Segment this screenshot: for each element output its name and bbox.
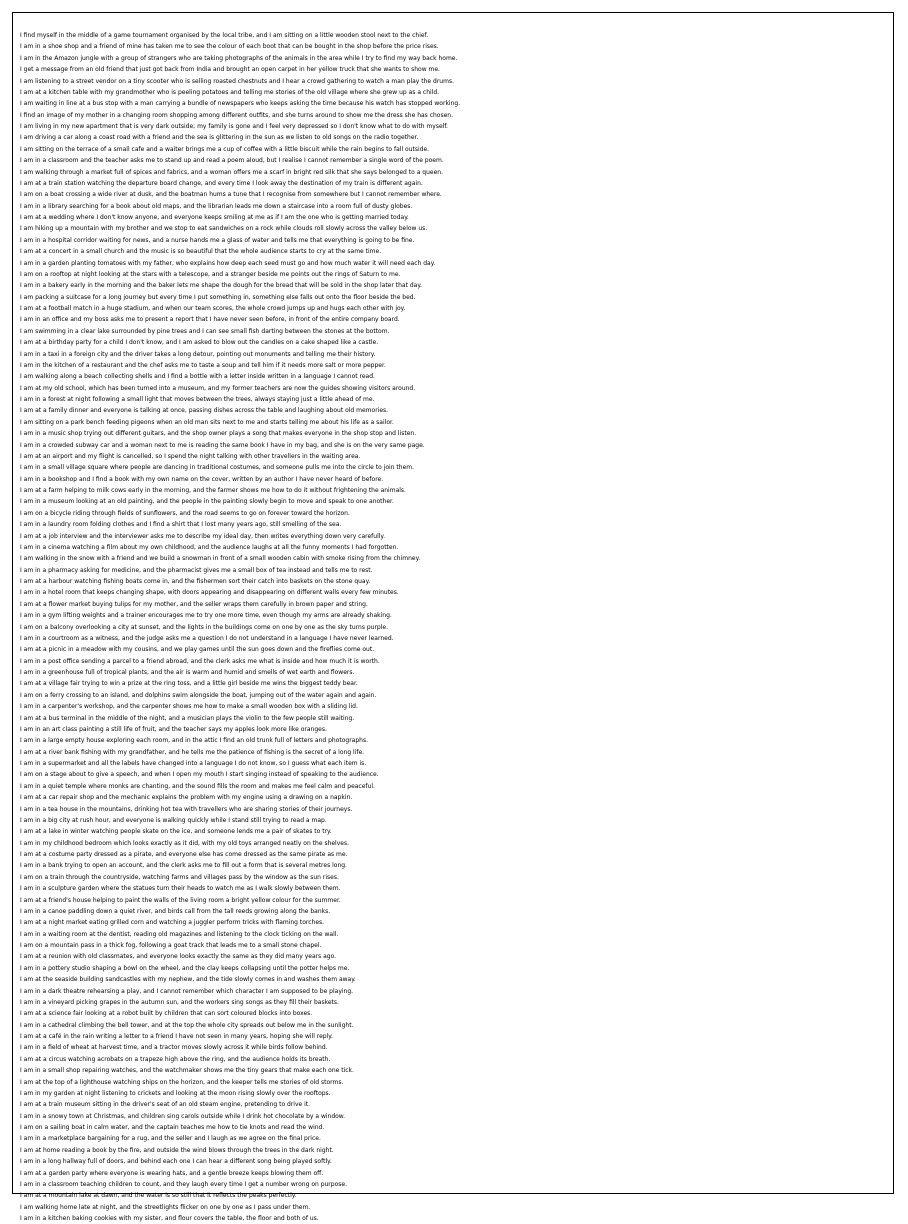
text-line: I am in a carpenter's workshop, and the carpenter shows me how to make a small wooden box with a sliding lid. [20, 703, 358, 711]
text-line: I am at a farm helping to milk cows early in the morning, and the farmer shows me how to do it without frightening the animals. [20, 487, 406, 494]
text-line: I am in a sculpture garden where the statues turn their heads to watch me as I walk slowly between them. [20, 885, 341, 893]
text-line: I am at a train station watching the departure board change, and every time I look away the destination of my train is different again. [20, 179, 423, 187]
text-line: I am sitting on the terrace of a small cafe and a waiter brings me a cup of coffee with a little biscuit while the rain begins to fall outside. [20, 145, 430, 153]
text-line: I am swimming in a clear lake surrounded by pine trees and I can see small fish darting between the stones at the bottom. [20, 327, 390, 335]
text-line: I am on a stage about to give a speech, and when I open my mouth I start singing instead of speaking to the audience. [20, 771, 379, 779]
text-line: I am at a wedding where I don't know anyone, and everyone keeps smiling at me as if I am the one who is getting married today. [20, 214, 409, 221]
text-line: I am at a night market eating grilled corn and watching a juggler perform tricks with flaming torches. [20, 919, 325, 927]
text-line: I am in a hospital corridor waiting for news, and a nurse hands me a glass of water and tells me that everything is going to be fine. [20, 236, 415, 244]
text-line: I am in a courtroom as a witness, and the judge asks me a question I do not understand in a language I have never learned. [20, 634, 394, 642]
text-line: I am at my old school, which has been turned into a museum, and my former teachers are now the guides showing visitors around. [20, 384, 416, 392]
text-line: I am on a mountain pass in a thick fog, following a goat track that leads me to a small stone chapel. [20, 942, 322, 949]
text-line: I am in an office and my boss asks me to present a report that I have never seen before, in front of the entire company board. [20, 316, 400, 324]
text-line: I am packing a suitcase for a long journey but every time I put something in, something else falls out onto the floor beside the bed. [20, 293, 416, 301]
text-line: I am sitting on a park bench feeding pigeons when an old man sits next to me and starts telling me about his life as a sailor. [20, 418, 394, 426]
text-line: I am in a canoe paddling down a quiet river, and birds call from the tall reeds growing along the banks. [20, 907, 331, 915]
text-line: I am at a science fair looking at a robot built by children that can sort coloured blocks into boxes. [20, 1010, 313, 1018]
text-line: I am in a classroom and the teacher asks me to stand up and read a poem aloud, but I realise I cannot remember a single word of the poem. [20, 157, 444, 165]
text-line: I am in a crowded subway car and a woman next to me is reading the same book I have in my bag, and she is on the very same page. [20, 441, 425, 449]
text-line: I am at a football match in a huge stadium, and when our team scores, the whole crowd jumps up and hugs each other with joy. [20, 305, 406, 312]
text-line: I am in a snowy town at Christmas, and children sing carols outside while I drink hot chocolate by a window. [20, 1112, 346, 1120]
text-line: I am hiking up a mountain with my brother and we stop to eat sandwiches on a rock while clouds roll slowly across the valley below us. [20, 225, 428, 233]
text-line: I am at a picnic in a meadow with my cousins, and we play games until the sun goes down and the fireflies come out. [20, 646, 375, 654]
text-line: I am in a vineyard picking grapes in the autumn sun, and the workers sing songs as they fill their baskets. [20, 998, 339, 1006]
text-line: I am driving a car along a coast road with a friend and the sea is glittering in the sun as we listen to old songs on the radio together. [20, 134, 419, 142]
text-line: I am walking along a beach collecting shells and I find a bottle with a letter inside written in a language I cannot read. [20, 373, 375, 381]
text-line: I am in a tea house in the mountains, drinking hot tea with travellers who are sharing stories of their journeys. [20, 805, 353, 813]
text-line: I am in my garden at night listening to crickets and looking at the moon rising slowly over the rooftops. [20, 1089, 331, 1097]
text-line: I am on a ferry crossing to an island, and dolphins swim alongside the boat, jumping out of the water again and again. [20, 691, 377, 699]
text-line: I am walking home late at night, and the streetlights flicker on one by one as I pass under them. [20, 1203, 311, 1211]
text-line: I am in a library searching for a book about old maps, and the librarian leads me down a staircase into a room full of dusty globes. [20, 202, 413, 210]
text-line: I am on a rooftop at night looking at the stars with a telescope, and a stranger beside me points out the rings of Saturn to me. [20, 270, 401, 278]
text-line: I am on a boat crossing a wide river at dusk, and the boatman hums a tune that I recognise from somewhere but I cannot remember where. [20, 191, 442, 199]
text-line: I am in a hotel room that keeps changing shape, with doors appearing and disappearing on different walls every few minutes. [20, 589, 399, 597]
text-line: I am in a pottery studio shaping a bowl on the wheel, and the clay keeps collapsing until the potter helps me. [20, 964, 350, 972]
text-line: I am on a sailing boat in calm water, and the captain teaches me how to tie knots and read the wind. [20, 1124, 325, 1131]
text-line: I am at a birthday party for a child I don't know, and I am asked to blow out the candles on a cake shaped like a castle. [20, 339, 379, 347]
text-line: I am in a music shop trying out different guitars, and the shop owner plays a song that makes everyone in the shop stop and listen. [20, 430, 417, 438]
text-line: I am at a reunion with old classmates, and everyone looks exactly the same as they did many years ago. [20, 953, 337, 961]
text-line: I am walking through a market full of spices and fabrics, and a woman offers me a scarf in bright red silk that she says belonged to a queen. [20, 168, 443, 176]
text-line: I am in a post office sending a parcel to a friend abroad, and the clerk asks me what is inside and how much it is worth. [20, 657, 380, 665]
text-line: I am in a greenhouse full of tropical plants, and the air is warm and humid and smells of wet earth and flowers. [20, 669, 355, 676]
text-line: I am at a bus terminal in the middle of the night, and a musician plays the violin to the few people still waiting. [20, 714, 355, 722]
text-line: I am on a balcony overlooking a city at sunset, and the lights in the buildings come on one by one as the sky turns purple. [20, 623, 389, 631]
text-line: I get a message from an old friend that just got back from India and brought an open carpet in her yellow truck that she wants to show me. [20, 66, 440, 74]
text-line: I am in my childhood bedroom which looks exactly as it did, with my old toys arranged neatly on the shelves. [20, 839, 350, 847]
text-line: I am at home reading a book by the fire, and outside the wind blows through the trees in the dark night. [20, 1146, 334, 1154]
text-line: I am in the kitchen of a restaurant and the chef asks me to taste a soup and tell him if it needs more salt or more pepper. [20, 361, 386, 369]
text-line: I am listening to a street vendor on a tiny scooter who is selling roasted chestnuts and I hear a crowd gathering to watch a man play the drums. [20, 77, 454, 85]
text-line: I am in a bakery early in the morning and the baker lets me shape the dough for the bread that will be sold in the shop later that day. [20, 282, 422, 290]
text-line: I find an image of my mother in a changing room shopping among different outfits, and she turns around to show me the dress she has chosen. [20, 111, 454, 119]
text-line: I am in the Amazon jungle with a group of strangers who are taking photographs of the animals in the area while I try to find my way back home. [20, 54, 458, 62]
text-line: I am in a small shop repairing watches, and the watchmaker shows me the tiny gears that make each one tick. [20, 1067, 354, 1075]
text-line: I am in a laundry room folding clothes and I find a shirt that I lost many years ago, still smelling of the sea. [20, 521, 342, 529]
text-line: I am in a bank trying to open an account, and the clerk asks me to fill out a form that is several metres long. [20, 862, 347, 870]
text-line: I am in a garden planting tomatoes with my father, who explains how deep each seed must go and how much water it will need each day. [20, 259, 436, 267]
text-line: I am at a café in the rain writing a letter to a friend I have not seen in many years, hoping she will reply. [20, 1033, 333, 1040]
text-line: I am at a river bank fishing with my grandfather, and he tells me the patience of fishing is the secret of a long life. [20, 748, 365, 756]
text-line: I am at a garden party where everyone is wearing hats, and a gentle breeze keeps blowing them off. [20, 1169, 324, 1177]
text-line: I am living in my new apartment that is very dark outside; my family is gone and I feel very depressed so I don't know what to do with myself. [20, 123, 448, 130]
text-line: I am at a kitchen table with my grandmother who is peeling potatoes and telling me stories of the old village where she grew up as a child. [20, 88, 440, 96]
text-line: I am in a gym lifting weights and a trainer encourages me to try one more time, even though my arms are already shaking. [20, 612, 392, 620]
text-line: I am in a taxi in a foreign city and the driver takes a long detour, pointing out monuments and telling me their history. [20, 350, 376, 358]
text-line: I am at a friend's house helping to paint the walls of the living room a bright yellow colour for the summer. [20, 896, 341, 904]
text-line: I am at a job interview and the interviewer asks me to describe my ideal day, then writes everything down very carefully. [20, 532, 386, 540]
text-line: I am in a field of wheat at harvest time, and a tractor moves slowly across it while birds follow behind. [20, 1044, 328, 1052]
text-line: I am on a bicycle riding through fields of sunflowers, and the road seems to go on forever toward the horizon. [20, 509, 350, 517]
text-line: I am in a kitchen baking cookies with my sister, and flour covers the table, the floor and both of us. [20, 1215, 319, 1222]
text-line: I am at a car repair shop and the mechanic explains the problem with my engine using a drawing on a napkin. [20, 794, 353, 802]
text-line: I am in a classroom teaching children to count, and they laugh every time I get a number wrong on purpose. [20, 1180, 347, 1188]
text-line: I am at a costume party dressed as a pirate, and everyone else has come dressed as the same pirate as me. [20, 851, 348, 858]
text-line: I am in a cinema watching a film about my own childhood, and the audience laughs at all the funny moments I had forgotten. [20, 543, 399, 551]
text-line: I am in a marketplace bargaining for a rug, and the seller and I laugh as we agree on the final price. [20, 1135, 321, 1143]
text-line: I am in a forest at night following a small light that moves between the trees, always staying just a little ahead of me. [20, 396, 375, 403]
text-line: I am in an art class painting a still life of fruit, and the teacher says my apples look more like oranges. [20, 725, 327, 733]
text-line: I am at the seaside building sandcastles with my nephew, and the tide slowly comes in and washes them away. [20, 976, 356, 984]
text-line: I am in a small village square where people are dancing in traditional costumes, and someone pulls me into the circle to join them. [20, 464, 415, 472]
text-line: I am at a circus watching acrobats on a trapeze high above the ring, and the audience holds its breath. [20, 1055, 331, 1063]
text-line: I am at a family dinner and everyone is talking at once, passing dishes across the table and laughing about old memories. [20, 407, 389, 415]
text-line: I am at a flower market buying tulips for my mother, and the seller wraps them carefully in brown paper and string. [20, 600, 368, 608]
text-line: I am in a museum looking at an old painting, and the people in the painting slowly begin to move and speak to one another. [20, 498, 394, 506]
text-line: I am in a bookshop and I find a book with my own name on the cover, written by an author I have never heard of before. [20, 475, 384, 483]
text-line: I am at a village fair trying to win a prize at the ring toss, and a little girl beside me wins the biggest teddy bear. [20, 680, 358, 688]
text-line: I am in a pharmacy asking for medicine, and the pharmacist gives me a small box of tea instead and tells me to rest. [20, 566, 373, 574]
text-line: I am waiting in line at a bus stop with a man carrying a bundle of newspapers who keeps asking the time because his watch has stopped working. [20, 100, 461, 108]
text-line: I am in a dark theatre rehearsing a play, and I cannot remember which character I am supposed to be playing. [20, 987, 354, 995]
text-line: I am in a big city at rush hour, and everyone is walking quickly while I stand still trying to read a map. [20, 816, 327, 824]
text-line: I am in a shoe shop and a friend of mine has taken me to see the colour of each boot that can be bought in the shop before the price rises. [20, 43, 439, 51]
text-line: I am in a quiet temple where monks are chanting, and the sound fills the room and makes me feel calm and peaceful. [20, 782, 375, 790]
text-line: I am at a lake in winter watching people skate on the ice, and someone lends me a pair of skates to try. [20, 828, 332, 836]
text-body [20, 30, 886, 1224]
text-line: I am at a harbour watching fishing boats come in, and the fishermen sort their catch into baskets on the stone quay. [20, 578, 371, 585]
text-line: I am at a concert in a small church and the music is so beautiful that the whole audience starts to cry at the same time. [20, 248, 382, 256]
text-line: I am at a train museum sitting in the driver's seat of an old steam engine, pretending to drive it. [20, 1101, 311, 1109]
text-line: I am in a supermarket and all the labels have changed into a language I do not know, so I guess what each item is. [20, 760, 367, 767]
text-line: I am at the top of a lighthouse watching ships on the horizon, and the keeper tells me stories of old storms. [20, 1078, 344, 1086]
text-line: I am at a mountain lake at dawn, and the water is so still that it reflects the peaks perfectly. [20, 1192, 297, 1200]
text-line: I am at an airport and my flight is cancelled, so I spend the night talking with other travellers in the waiting area. [20, 452, 361, 460]
text-line: I am in a large empty house exploring each room, and in the attic I find an old trunk full of letters and photographs. [20, 737, 368, 745]
text-line: I am walking in the snow with a friend and we build a snowman in front of a small wooden cabin with smoke rising from the chimney. [20, 555, 421, 563]
text-line: I find myself in the middle of a game tournament organised by the local tribe, and I am sitting on a little wooden stool next to the chief. [20, 32, 429, 39]
text-line: I am in a cathedral climbing the bell tower, and at the top the whole city spreads out below me in the sunlight. [20, 1021, 354, 1029]
text-line: I am on a train through the countryside, watching farms and villages pass by the window as the sun rises. [20, 873, 339, 881]
text-line: I am in a waiting room at the dentist, reading old magazines and listening to the clock ticking on the wall. [20, 930, 339, 938]
text-line: I am in a long hallway full of doors, and behind each one I can hear a different song being played softly. [20, 1158, 332, 1166]
